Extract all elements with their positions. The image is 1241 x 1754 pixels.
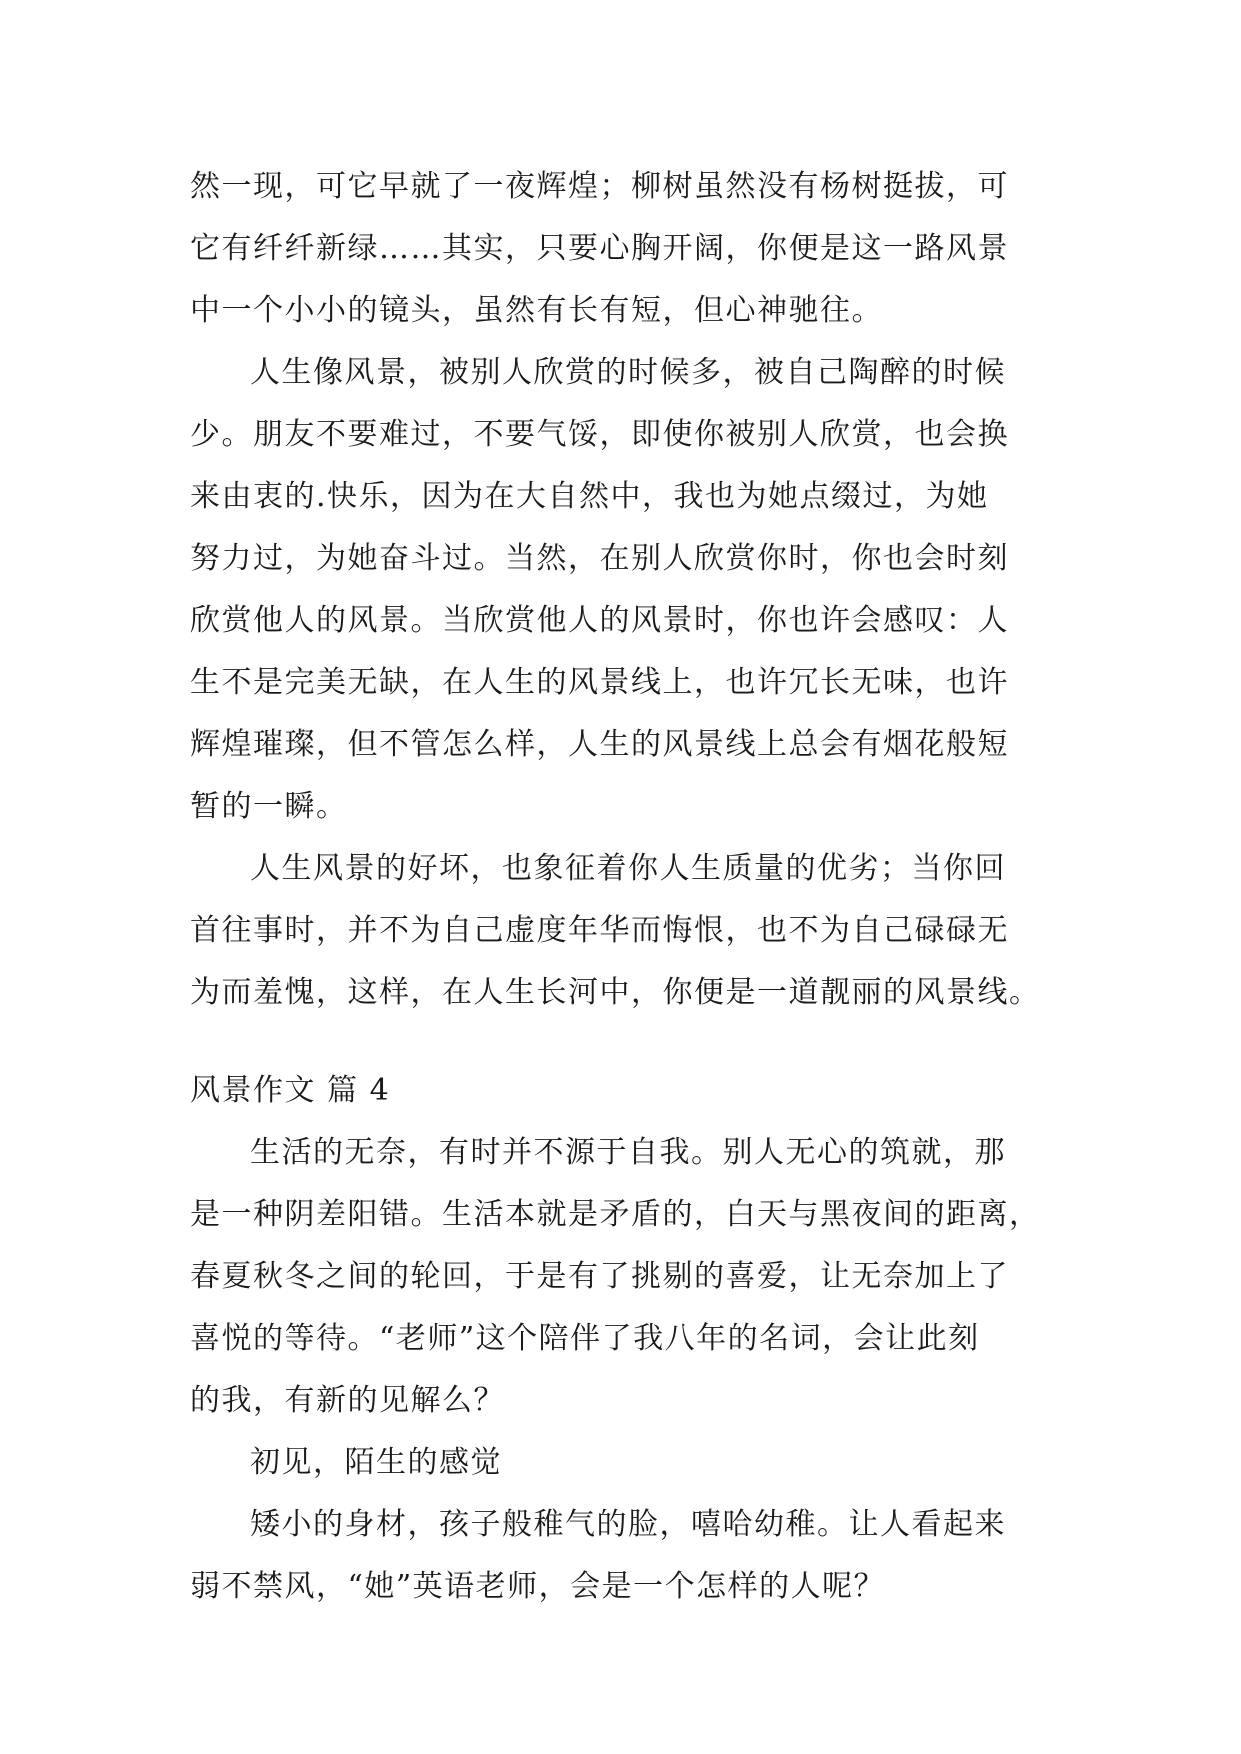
paragraph-line: 少。朋友不要难过，不要气馁，即使你被别人欣赏，也会换 [190, 417, 1009, 452]
paragraph-line: 人生像风景，被别人欣赏的时候多，被自己陶醉的时候 [250, 355, 1006, 390]
paragraph-line: 喜悦的等待。“老师”这个陪伴了我八年的名词，会让此刻 [190, 1321, 980, 1356]
paragraph-line: 的我，有新的见解么？ [190, 1383, 505, 1418]
paragraph-line: 中一个小小的镜头，虽然有长有短，但心神驰往。 [190, 293, 883, 328]
paragraph-5 [190, 1432, 1052, 1494]
paragraph-line: 弱不禁风，“她”英语老师，会是一个怎样的人呢？ [190, 1569, 886, 1604]
section-gap [190, 1024, 1052, 1060]
paragraph-line: 首往事时，并不为自己虚度年华而悔恨，也不为自己碌碌无 [190, 913, 1009, 948]
paragraph-1 [190, 156, 1052, 342]
section-heading: 风景作文 篇 4 [190, 1073, 391, 1108]
paragraph-3 [190, 838, 1052, 1024]
paragraph-line: 来由衷的.快乐，因为在大自然中，我也为她点缀过，为她 [190, 479, 989, 514]
paragraph-line: 生活的无奈，有时并不源于自我。别人无心的筑就，那 [250, 1135, 1006, 1170]
paragraph-line: 欣赏他人的风景。当欣赏他人的风景时，你也许会感叹：人 [190, 603, 1009, 638]
paragraph-line: 努力过，为她奋斗过。当然，在别人欣赏你时，你也会时刻 [190, 541, 1009, 576]
paragraph-line: 是一种阴差阳错。生活本就是矛盾的，白天与黑夜间的距离， [190, 1197, 1041, 1232]
paragraph-line: 暂的一瞬。 [190, 789, 348, 824]
paragraph-4 [190, 1122, 1052, 1432]
paragraph-line: 然一现，可它早就了一夜辉煌；柳树虽然没有杨树挺拔，可 [190, 169, 1009, 204]
paragraph-line: 为而羞愧，这样，在人生长河中，你便是一道靓丽的风景线。 [190, 975, 1041, 1010]
paragraph-line: 人生风景的好坏，也象征着你人生质量的优劣；当你回 [250, 851, 1006, 886]
paragraph-2 [190, 342, 1052, 838]
document-body [190, 156, 1052, 1618]
paragraph-line: 初见，陌生的感觉 [250, 1445, 502, 1480]
paragraph-line: 它有纤纤新绿……其实，只要心胸开阔，你便是这一路风景 [190, 231, 1009, 266]
paragraph-6 [190, 1494, 1052, 1618]
paragraph-line: 辉煌璀璨，但不管怎么样，人生的风景线上总会有烟花般短 [190, 727, 1009, 762]
paragraph-line: 矮小的身材，孩子般稚气的脸，嘻哈幼稚。让人看起来 [250, 1507, 1006, 1542]
paragraph-line: 春夏秋冬之间的轮回，于是有了挑剔的喜爱，让无奈加上了 [190, 1259, 1009, 1294]
paragraph-line: 生不是完美无缺，在人生的风景线上，也许冗长无味，也许 [190, 665, 1009, 700]
